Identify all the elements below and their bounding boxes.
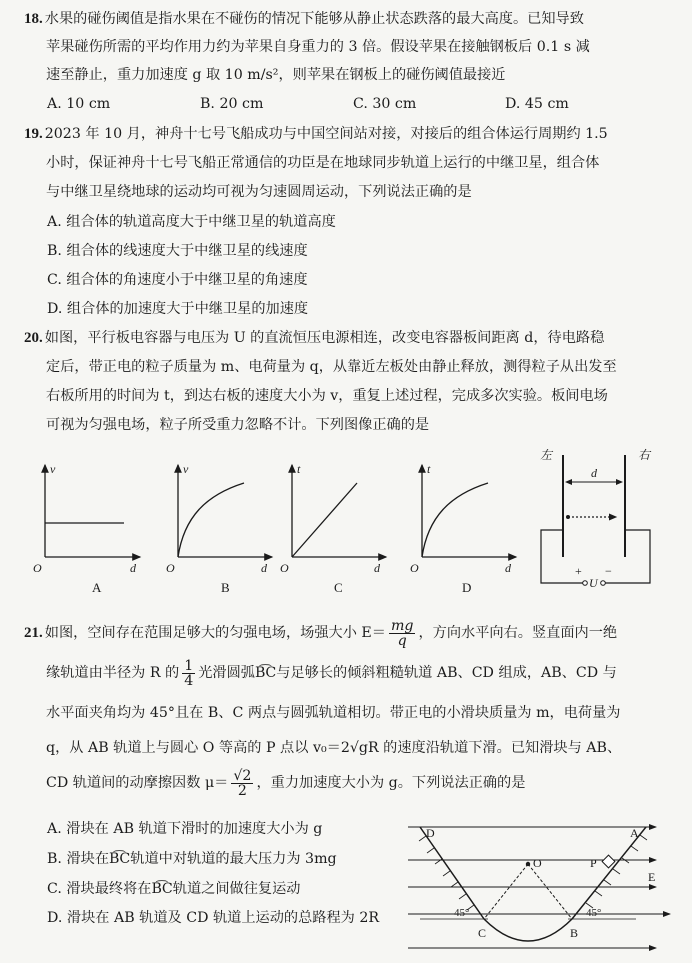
- q18-option-a: A. 10 cm: [47, 96, 111, 112]
- q18-line-2: 苹果碰伤所需的平均作用力约为苹果自身重力的 3 倍。假设苹果在接触钢板后 0.1 s 减: [46, 39, 590, 55]
- graph-b-curve: [178, 483, 244, 557]
- quarter-fraction: [182, 659, 195, 688]
- track-cd: [420, 827, 484, 919]
- center-o: [526, 862, 530, 866]
- graph-c-origin: O: [280, 561, 289, 575]
- circuit-left-label: 左: [540, 448, 553, 462]
- q20-text-1: 如图，平行板电容器与电压为 U 的直流恒压电源相连，改变电容器板间距离 d，待电路稳: [44, 330, 605, 346]
- q18-number: 18.: [24, 11, 43, 27]
- q18-option-c: C. 30 cm: [353, 96, 417, 112]
- mu-fraction-num: √2: [233, 767, 252, 784]
- slider-p: [602, 855, 615, 868]
- arc-bc: [484, 919, 572, 941]
- graph-b-y-label: v: [183, 462, 189, 476]
- quarter-fraction-den: 4: [184, 672, 194, 689]
- q21-line-4: q，从 AB 轨道上与圆心 O 等高的 P 点以 v₀＝2√gR 的速度沿轨道下滑。已知滑块与 AB、: [46, 740, 622, 756]
- graph-c-x-label: d: [374, 561, 380, 575]
- minus-label: −: [605, 564, 612, 578]
- label-d: D: [426, 826, 435, 840]
- q20-line-2: 定后，带正电的粒子质量为 m、电荷量为 q，从靠近左板处由静止释放，测得粒子从出发至: [46, 359, 617, 375]
- q20-figure: [0, 445, 692, 605]
- q18-option-d: D. 45 cm: [505, 96, 569, 112]
- q21-line-1: [24, 616, 617, 650]
- graph-c: [280, 462, 386, 595]
- graph-a-y-label: v: [50, 462, 56, 476]
- q21-number: 21.: [24, 625, 43, 641]
- graph-b-origin: O: [166, 561, 175, 575]
- label-e: E: [648, 870, 656, 884]
- plus-label: +: [575, 564, 582, 578]
- q21-text-2a: 缘轨道由半径为 R 的: [46, 665, 180, 681]
- graph-c-curve: [292, 483, 357, 557]
- voltage-label: U: [589, 576, 598, 590]
- q21-option-a: A. 滑块在 AB 轨道下滑时的加速度大小为 g: [47, 821, 323, 837]
- angle-left: 45°: [454, 907, 470, 919]
- graph-a-x-label: d: [130, 561, 136, 575]
- graph-b-x-label: d: [261, 561, 267, 575]
- q21-option-d: D. 滑块在 AB 轨道及 CD 轨道上运动的总路程为 2R: [47, 910, 380, 926]
- q19-line-1: [24, 124, 608, 144]
- graph-c-letter: C: [334, 580, 343, 595]
- q21-text-5b: ，重力加速度大小为 g。下列说法正确的是: [256, 775, 526, 791]
- label-o: O: [533, 856, 542, 870]
- radius-ob: [528, 864, 572, 919]
- graph-b-letter: B: [221, 580, 230, 595]
- q21-line-3: 水平面夹角均为 45°且在 B、C 两点与圆弧轨道相切。带正电的小滑块质量为 m，电荷量为: [46, 705, 621, 721]
- graph-c-y-label: t: [297, 462, 301, 476]
- q19-number: 19.: [24, 126, 43, 142]
- graph-a-letter: A: [92, 580, 102, 595]
- quarter-fraction-num: 1: [184, 657, 194, 674]
- graph-d: [410, 462, 516, 595]
- terminal-plus: [583, 581, 588, 586]
- radius-oc: [484, 864, 528, 919]
- q19-text-1: 2023 年 10 月，神舟十七号飞船成功与中国空间站对接，对接后的组合体运行周期约 1.5: [44, 126, 608, 142]
- q19-option-d: D. 组合体的加速度大于中继卫星的加速度: [47, 301, 309, 317]
- graph-d-x-label: d: [505, 561, 511, 575]
- q21-line-2: [46, 656, 617, 690]
- q20-line-1: [24, 328, 604, 348]
- field-fraction: [389, 619, 416, 648]
- q20-line-3: 右板所用的时间为 t，到达右板的速度大小为 v，重复上述过程，完成多次实验。板间电场: [46, 388, 608, 404]
- q19-line-3: 与中继卫星绕地球的运动均可视为匀速圆周运动，下列说法正确的是: [46, 184, 472, 200]
- capacitor-circuit: [540, 448, 652, 590]
- q21-line-5: [46, 766, 525, 800]
- label-p: P: [590, 856, 597, 870]
- q18-line-1: [24, 9, 584, 29]
- q18-text-1: 水果的碰伤阈值是指水果在不碰伤的情况下能够从静止状态跌落的最大高度。已知导致: [44, 11, 584, 27]
- field-fraction-num: mg: [390, 617, 414, 634]
- q21-figure: [400, 815, 690, 960]
- gap-label: d: [591, 466, 597, 480]
- graph-d-origin: O: [410, 561, 419, 575]
- graph-d-curve: [422, 483, 488, 557]
- angle-right: 45°: [586, 907, 602, 919]
- mu-fraction-den: 2: [237, 782, 247, 799]
- graph-b: [166, 462, 272, 595]
- q19-option-b: B. 组合体的线速度大于中继卫星的线速度: [47, 243, 308, 259]
- graph-d-letter: D: [462, 580, 472, 595]
- q21-option-c: C. 滑块最终将在B͡C轨道之间做往复运动: [47, 881, 301, 897]
- q19-option-c: C. 组合体的角速度小于中继卫星的角速度: [47, 272, 308, 288]
- track-hatching: [419, 835, 647, 910]
- label-b: B: [570, 926, 579, 940]
- graph-a-origin: O: [33, 561, 42, 575]
- label-a: A: [630, 826, 639, 840]
- q21-text-5a: CD 轨道间的动摩擦因数 μ＝: [46, 775, 229, 791]
- graph-d-y-label: t: [427, 462, 431, 476]
- field-fraction-den: q: [397, 632, 407, 649]
- q18-option-b: B. 20 cm: [200, 96, 264, 112]
- label-c: C: [478, 926, 487, 940]
- q21-option-b: B. 滑块在B͡C轨道中对轨道的最大压力为 3mg: [47, 851, 337, 867]
- graph-a: [33, 462, 140, 595]
- q21-text-1b: ，方向水平向右。竖直面内一绝: [418, 625, 618, 641]
- q21-text-2b: 光滑圆弧B͡C与足够长的倾斜粗糙轨道 AB、CD 组成，AB、CD 与: [198, 665, 617, 681]
- q19-option-a: A. 组合体的轨道高度大于中继卫星的轨道高度: [47, 214, 336, 230]
- q21-text-1a: 如图，空间存在范围足够大的匀强电场，场强大小 E＝: [44, 625, 386, 641]
- q18-line-3: 速至静止，重力加速度 g 取 10 m/s²，则苹果在钢板上的碰伤阈值最接近: [46, 67, 506, 83]
- mu-fraction: [231, 769, 253, 798]
- particle: [566, 515, 570, 519]
- terminal-minus: [601, 581, 606, 586]
- q20-line-4: 可视为匀强电场，粒子所受重力忽略不计。下列图像正确的是: [46, 417, 430, 433]
- circuit-right-label: 右: [638, 448, 651, 462]
- q19-line-2: 小时，保证神舟十七号飞船正常通信的功臣是在地球同步轨道上运行的中继卫星，组合体: [46, 155, 600, 171]
- track-ab: [572, 827, 646, 919]
- q20-number: 20.: [24, 330, 43, 346]
